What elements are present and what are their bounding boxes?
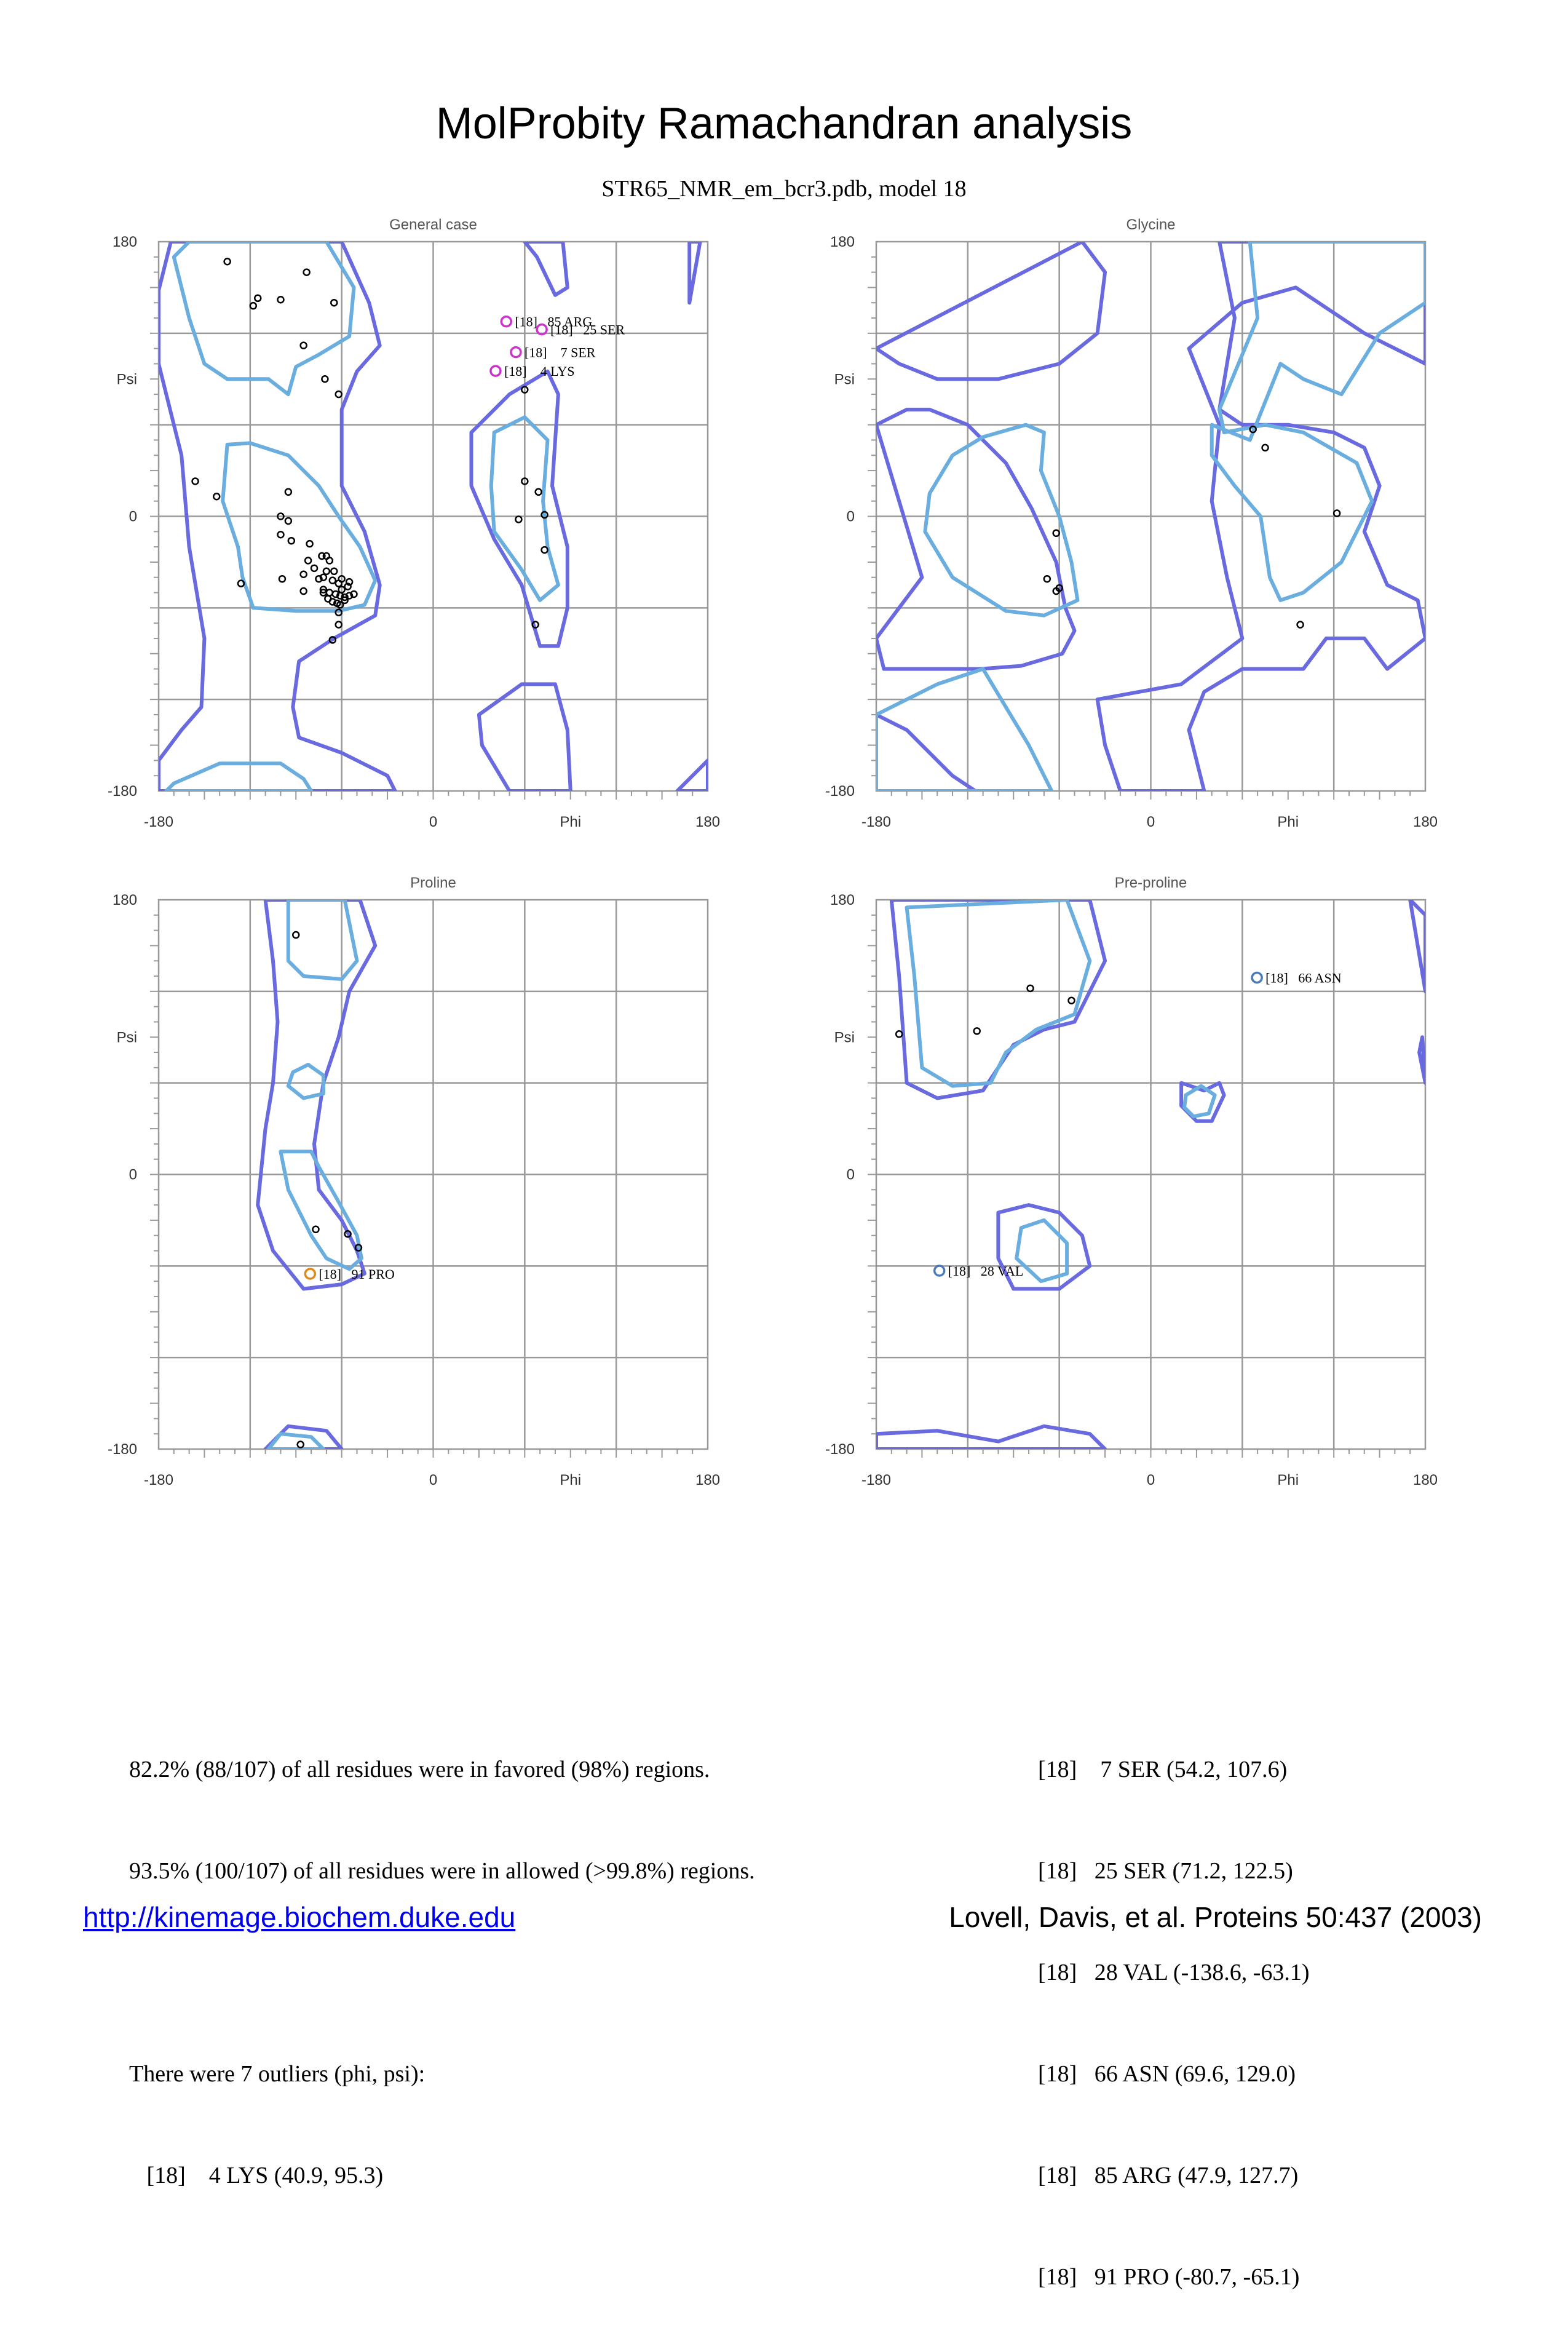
page-title: MolProbity Ramachandran analysis [435,99,1133,148]
contour-allowed [525,242,568,295]
residue-point [305,557,311,563]
stats-right [1038,1685,1310,2328]
x-tick-label: 0 [429,814,438,830]
outlier-label: [18] 28 VAL [948,1263,1024,1279]
contour-allowed [689,242,700,303]
contour-allowed [876,715,975,791]
residue-point [536,489,542,495]
outlier-point [501,317,511,327]
residue-point [1334,510,1340,517]
x-tick-label: -180 [861,1472,892,1488]
residue-point [322,376,328,382]
panel-preproline [825,875,1438,1488]
residue-point [1262,445,1269,451]
outlier-label: [18] 85 ARG [515,314,593,330]
stat-outlier-line: [18] 25 SER (71.2, 122.5) [1038,1858,1293,1884]
outlier-point [935,1266,944,1276]
y-tick-label: 180 [830,234,855,250]
residue-point [336,622,342,628]
contour-favored [876,669,1051,791]
outlier-label: [18] 25 SER [550,322,625,338]
residue-point [327,590,333,596]
stat-favored: 82.2% (88/107) of all residues were in favored (98%) regions. [129,1757,710,1782]
residue-point [1053,530,1059,536]
x-axis-label: Phi [1277,1472,1299,1488]
contour-favored [925,425,1077,616]
x-tick-label: 0 [429,1472,438,1488]
residue-point [331,568,337,574]
y-tick-label: 180 [112,234,137,250]
y-tick-label: -180 [107,1441,137,1458]
residue-point [330,578,336,584]
y-axis-label: Psi [834,1029,855,1046]
y-tick-label: 180 [830,892,855,908]
x-tick-label: 180 [695,814,721,830]
outlier-label: [18] 91 PRO [319,1266,395,1282]
y-axis-label: Psi [116,1029,137,1046]
stat-outlier-line: [18] 91 PRO (-80.7, -65.1) [1038,2264,1300,2290]
y-tick-label: 180 [112,892,137,908]
citation: Lovell, Davis, et al. Proteins 50:437 (2003) [949,1901,1482,1933]
contour-favored [907,900,1090,1086]
x-tick-label: -180 [143,1472,174,1488]
contour-allowed [1410,900,1425,991]
y-tick-label: 0 [846,508,855,525]
x-tick-label: 180 [695,1472,721,1488]
outlier-point [1252,973,1262,983]
contour-favored [288,1065,323,1098]
panel-general [108,217,720,830]
x-tick-label: 0 [1146,814,1155,830]
residue-point [213,493,220,499]
residue-point [1069,998,1075,1004]
contour-favored [288,900,357,979]
page-subtitle: STR65_NMR_em_bcr3.pdb, model 18 [601,176,967,202]
outlier-point [511,348,521,357]
residue-point [1297,622,1304,628]
x-tick-label: 0 [1146,1472,1155,1488]
stat-outlier-header: There were 7 outliers (phi, psi): [129,2061,426,2087]
stats-left [129,1685,755,2227]
contour-allowed [876,242,1105,379]
y-axis-label: Psi [834,371,855,388]
residue-point [301,588,307,594]
y-tick-label: 0 [846,1166,855,1183]
stat-allowed: 93.5% (100/107) of all residues were in allowed (>99.8%) regions. [129,1858,755,1884]
panel-title: General case [389,217,477,233]
residue-point [336,391,342,397]
contour-allowed [677,760,708,791]
residue-point [896,1031,902,1037]
y-tick-label: 0 [129,508,137,525]
contour-favored [280,1151,362,1269]
y-tick-label: -180 [107,783,137,800]
stat-outlier-line: [18] 28 VAL (-138.6, -63.1) [1038,1960,1310,1985]
stat-outlier-line: [18] 66 ASN (69.6, 129.0) [1038,2061,1296,2087]
contour-favored [174,242,354,394]
residue-point [288,538,295,544]
residue-point [304,269,310,276]
residue-point [312,1226,319,1233]
contour-allowed [876,1426,1105,1449]
x-tick-label: 180 [1412,814,1438,830]
residue-point [323,568,330,574]
residue-point [285,518,291,524]
contour-allowed [876,410,1075,669]
x-axis-label: Phi [560,1472,582,1488]
panel-glycine [825,217,1438,830]
contour-allowed [1419,1037,1425,1083]
residue-point [327,557,333,563]
residue-point [250,303,256,309]
stat-outlier-line: [18] 7 SER (54.2, 107.6) [1038,1757,1288,1782]
outlier-label: [18] 7 SER [524,344,596,360]
residue-point [277,296,283,303]
contour-favored [1212,242,1425,600]
outlier-point [305,1269,315,1279]
panel-title: Proline [410,875,456,891]
residue-point [279,576,285,582]
residue-point [298,1442,304,1448]
contour-favored [166,763,311,791]
panel-title: Glycine [1126,217,1176,233]
outlier-point [491,366,501,376]
panel-title: Pre-proline [1114,875,1187,891]
y-tick-label: 0 [129,1166,137,1183]
residue-point [277,531,283,538]
x-tick-label: -180 [143,814,174,830]
x-tick-label: -180 [861,814,892,830]
y-axis-label: Psi [116,371,137,388]
residue-point [224,258,231,264]
residue-point [974,1028,980,1034]
kinemage-link[interactable]: http://kinemage.biochem.duke.edu [83,1901,516,1933]
residue-point [311,565,317,571]
residue-point [192,478,199,484]
contour-allowed [472,371,568,646]
outlier-label: [18] 66 ASN [1265,970,1342,986]
x-axis-label: Phi [1277,814,1299,830]
residue-point [301,343,307,349]
residue-point [325,595,331,602]
residue-point [331,300,337,306]
residue-point [285,489,291,495]
x-axis-label: Phi [560,814,582,830]
residue-point [336,581,342,587]
stat-outlier-line: [18] 4 LYS (40.9, 95.3) [129,2163,384,2188]
residue-point [307,541,313,547]
x-tick-label: 180 [1412,1472,1438,1488]
residue-point [293,932,299,938]
residue-point [1028,985,1034,991]
residue-point [301,571,307,578]
contour-favored [223,443,375,611]
panel-proline [108,875,720,1488]
stat-outlier-line: [18] 85 ARG (47.9, 127.7) [1038,2163,1299,2188]
outlier-label: [18] 4 LYS [504,364,575,379]
y-tick-label: -180 [825,783,855,800]
contour-favored [269,1434,323,1449]
residue-point [515,516,521,522]
y-tick-label: -180 [825,1441,855,1458]
residue-point [1044,576,1050,582]
residue-point [255,295,261,301]
